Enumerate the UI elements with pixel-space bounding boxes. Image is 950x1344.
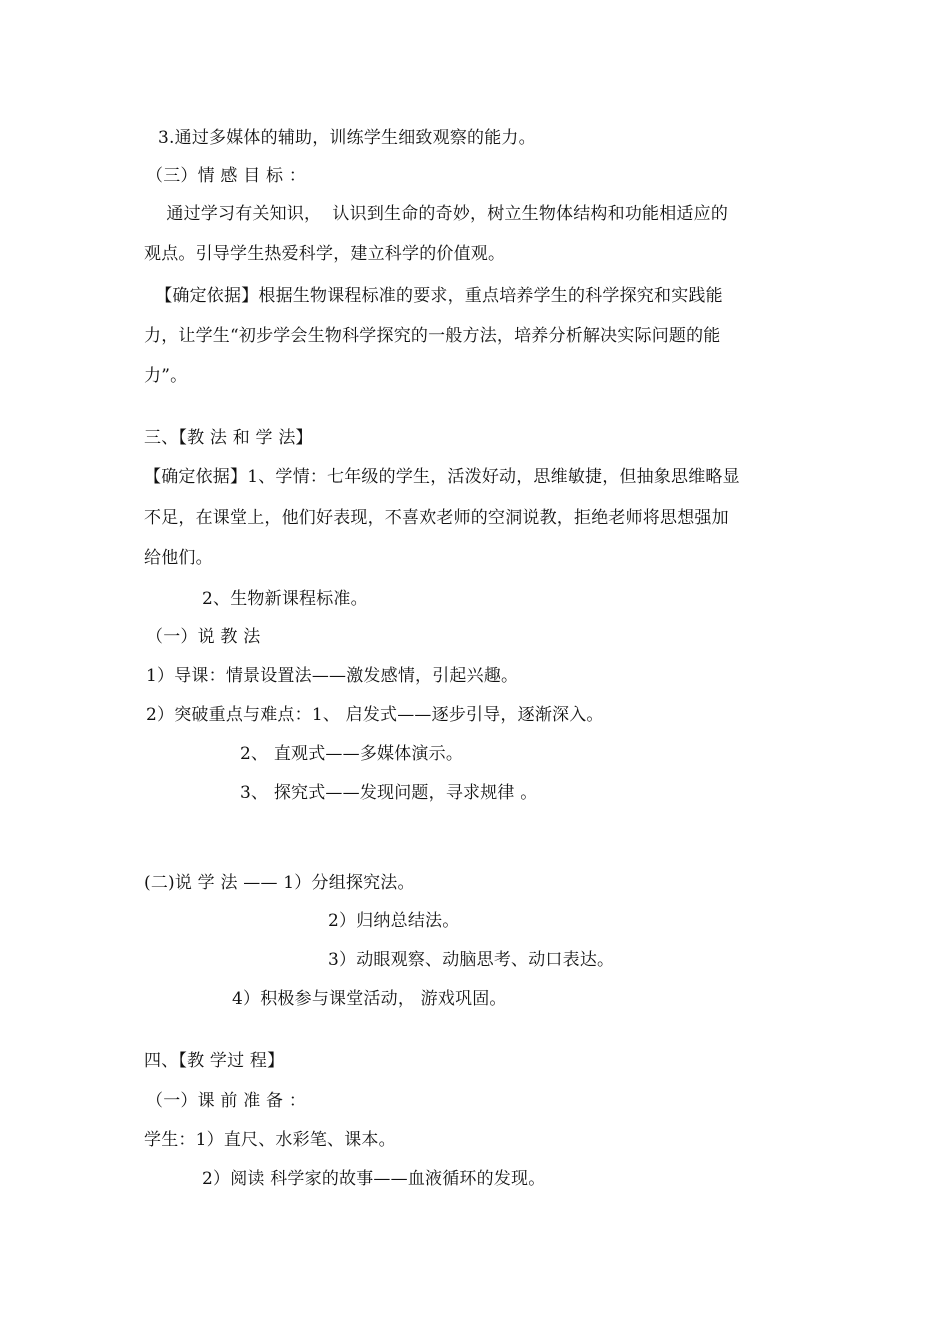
student-prep-item-2: 2）阅读 科学家的故事——血液循环的发现。 xyxy=(202,1169,546,1189)
section-4-heading: 四、【教 学过 程】 xyxy=(144,1051,285,1071)
learning-basis-line-2: 不足，在课堂上，他们好表现，不喜欢老师的空洞说教，拒绝老师将思想强加 xyxy=(144,508,729,528)
objective-3-text: 3.通过多媒体的辅助，训练学生细致观察的能力。 xyxy=(158,128,536,148)
section-3-heading: 三、【教 法 和 学 法】 xyxy=(144,428,313,448)
teaching-method-subitem-2: 2、 直观式——多媒体演示。 xyxy=(240,744,464,764)
learning-method-item-3: 3）动眼观察、动脑思考、动口表达。 xyxy=(328,950,615,970)
basis-paragraph-line-1: 【确定依据】根据生物课程标准的要求，重点培养学生的科学探究和实践能 xyxy=(144,286,723,306)
basis-paragraph-line-3: 力”。 xyxy=(144,366,188,386)
teaching-method-item-1: 1）导课：情景设置法——激发感情，引起兴趣。 xyxy=(146,666,519,686)
teaching-method-item-2: 2）突破重点与难点：1、 启发式——逐步引导，逐渐深入。 xyxy=(146,705,604,725)
emotion-goal-heading: （三）情 感 目 标 ： xyxy=(146,166,307,186)
teaching-method-subitem-3: 3、 探究式——发现问题，寻求规律 。 xyxy=(240,783,538,803)
student-prep-item-1: 学生：1）直尺、水彩笔、课本。 xyxy=(144,1130,396,1150)
learning-method-item-2: 2）归纳总结法。 xyxy=(328,911,460,931)
learning-method-item-4: 4）积极参与课堂活动， 游戏巩固。 xyxy=(232,989,507,1009)
learning-method-heading: (二)说 学 法 —— 1）分组探究法。 xyxy=(144,873,415,893)
basis-paragraph-line-2: 力，让学生“初步学会生物科学探究的一般方法，培养分析解决实际问题的能 xyxy=(144,326,721,346)
teaching-method-heading: （一）说 教 法 xyxy=(146,627,261,647)
pre-class-prep-heading: （一）课 前 准 备 ： xyxy=(146,1091,307,1111)
curriculum-standard-text: 2、生物新课程标准。 xyxy=(202,589,368,609)
learning-basis-line-3: 给他们。 xyxy=(144,548,213,568)
emotion-goal-text-line-2: 观点。引导学生热爱科学，建立科学的价值观。 xyxy=(144,244,506,264)
learning-basis-line-1: 【确定依据】1、学情：七年级的学生，活泼好动，思维敏捷，但抽象思维略显 xyxy=(144,467,740,487)
emotion-goal-text-line-1: 通过学习有关知识， 认识到生命的奇妙，树立生物体结构和功能相适应的 xyxy=(144,204,729,224)
